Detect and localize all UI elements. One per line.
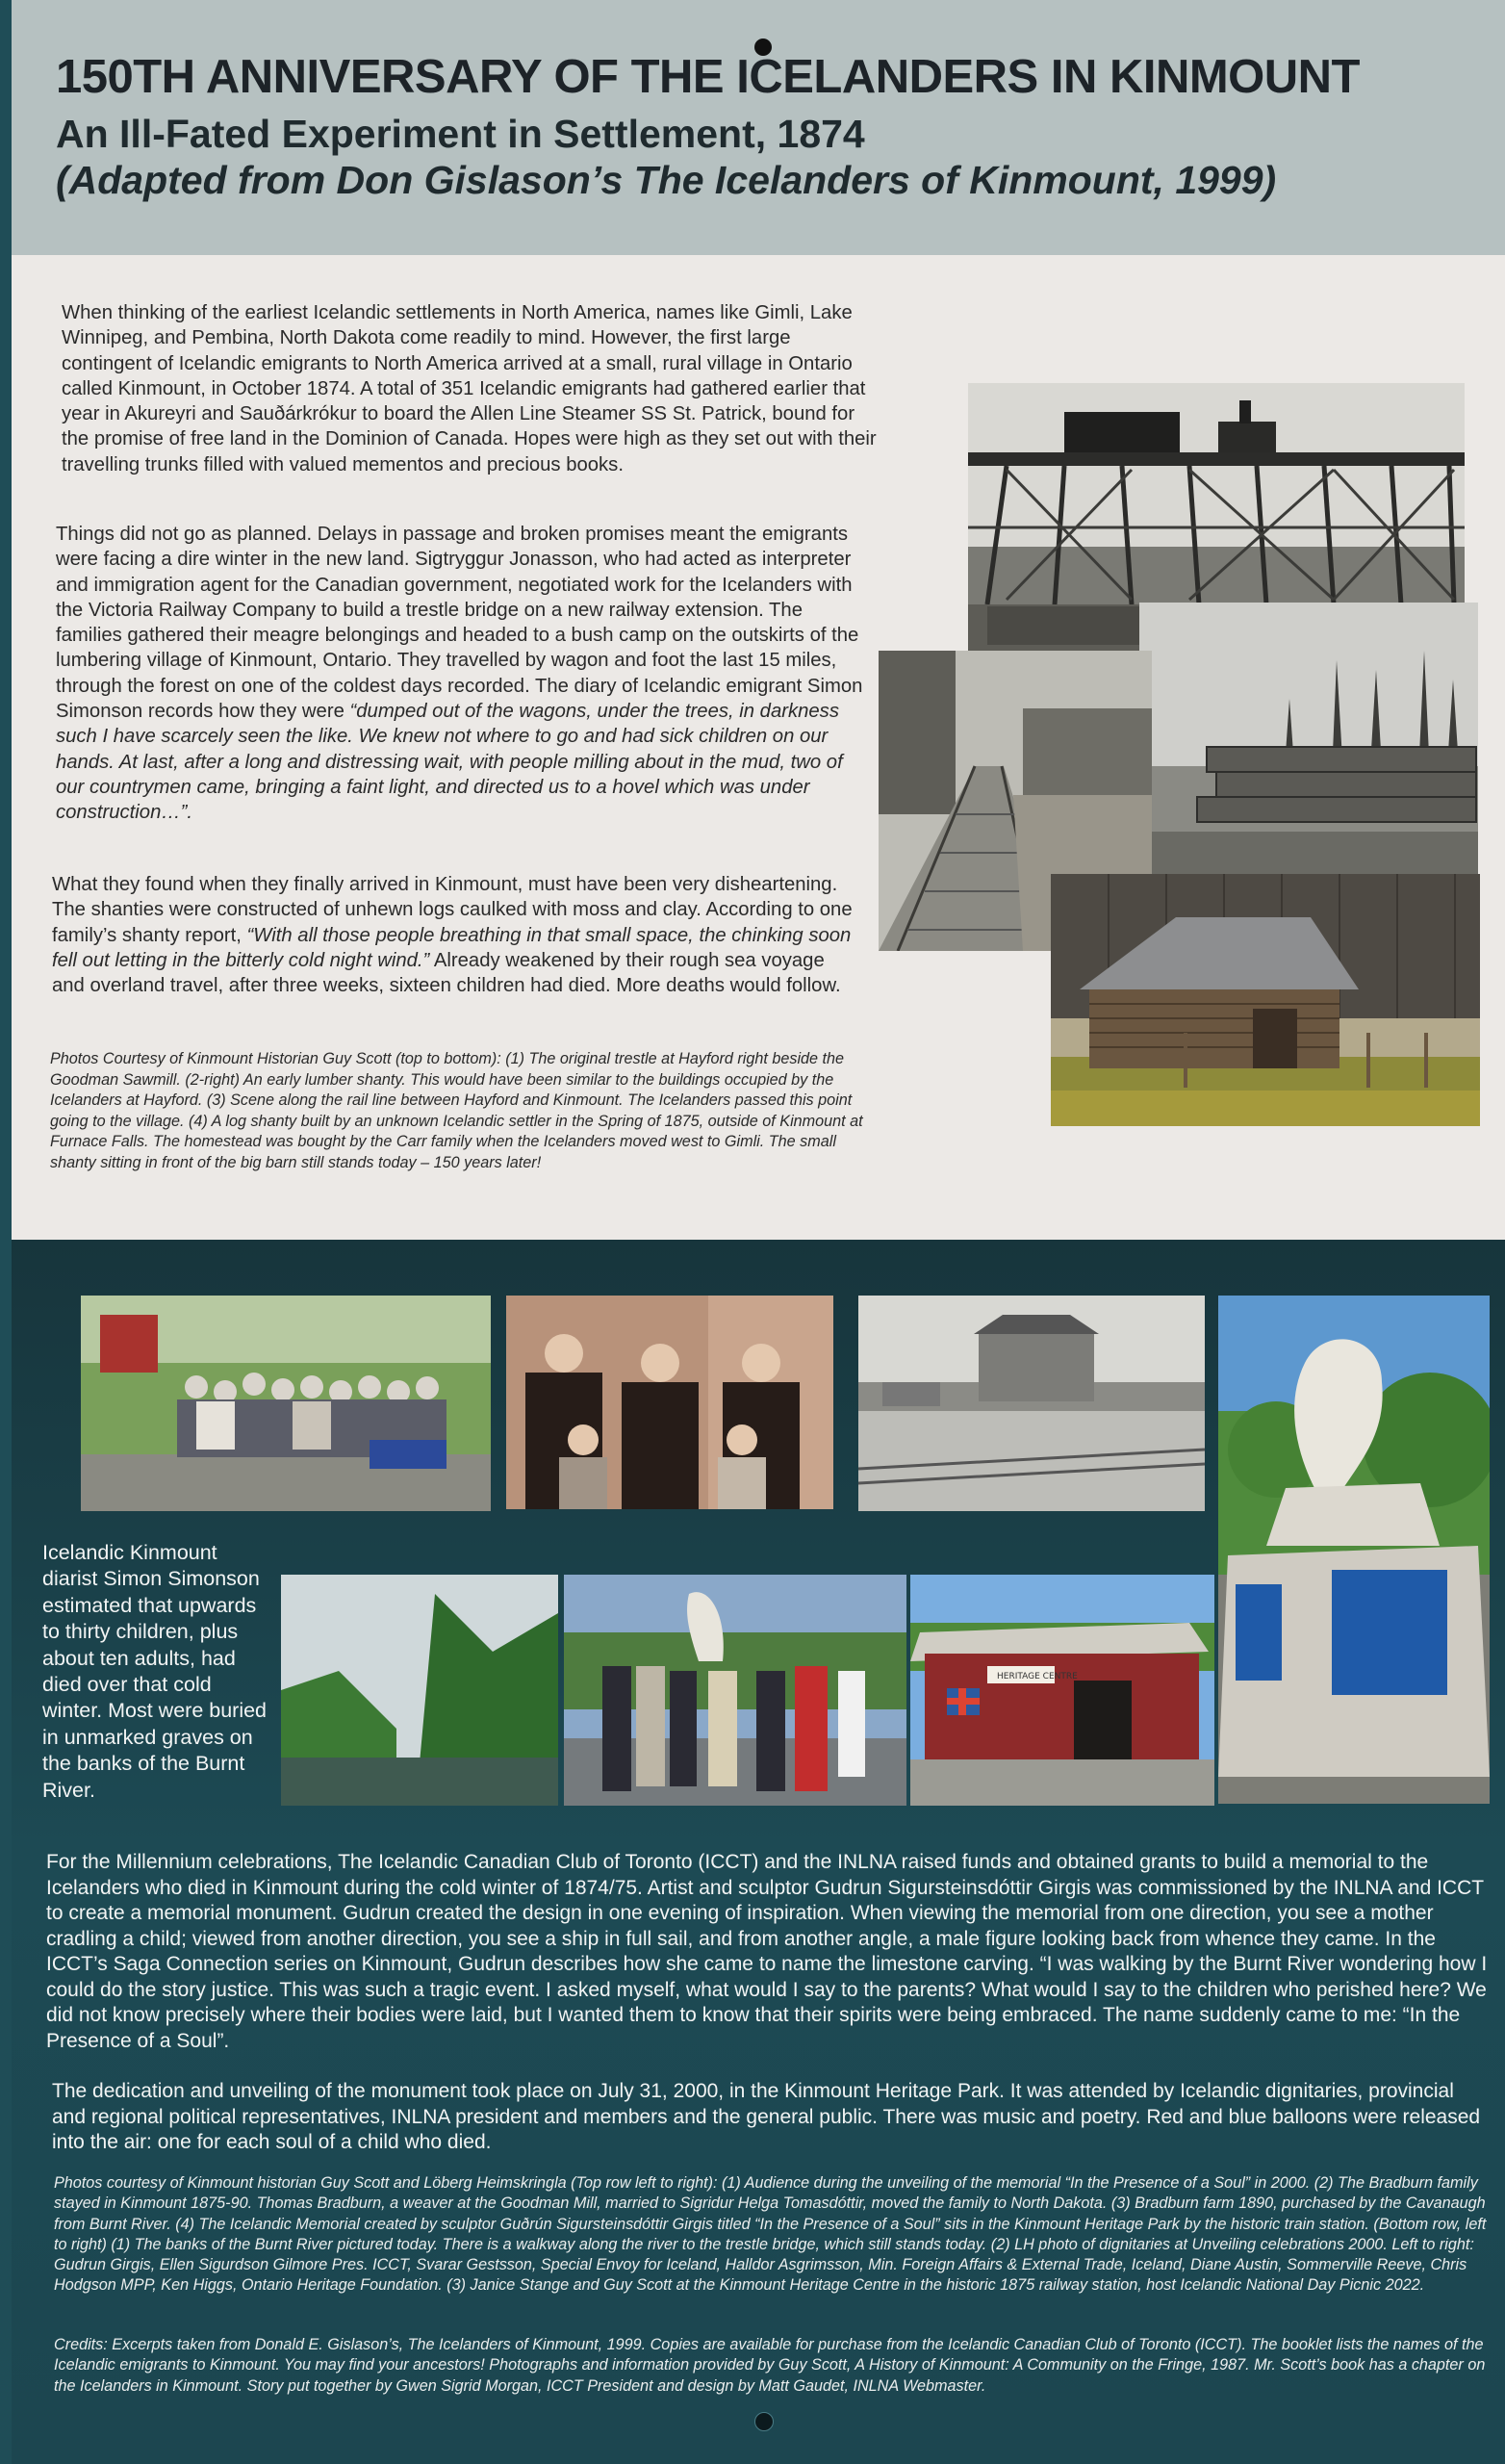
hardship-paragraph <box>56 522 874 826</box>
dedication-paragraph: The dedication and unveiling of the monument took place on July 31, 2000, in the Kinmount Heritage Park. It was attended by Icelandic dignitaries, provincial and regional political representatives, INLNA president and members and the general public. There was music and poetry. Red and blue balloons were released into the air: one for each soul of a child who died. <box>52 2080 1481 2153</box>
burnt-river-photo <box>281 1575 558 1806</box>
millennium-paragraph: For the Millennium celebrations, The Icelandic Canadian Club of Toronto (ICCT) and the INLNA raised funds and obtained grants to build a memorial to the Icelanders who died in Kinmount during the cold winter of 1874/75. Artist and sculptor Gudrun Sigursteinsdóttir Girgis was commissioned by the INLNA and ICCT to create a memorial monument. Gudrun created the design in one evening of inspiration. When viewing the memorial from one direction, you see a mother cradling a child; viewed from another direction, you see a ship in full sail, and from another angle, a male figure looking back from whence they came. In the ICCT’s Saga Connection series on Kinmount, Gudrun describes how she came to name the limestone carving. “I was walking by the Burnt River wondering how I could do the story justice. This was such a tragic event. I asked myself, what would I say to the parents? What would I say to the children who perished here? We did not know precisely where their bodies were laid, but I wanted them to know that their spirits were being embraced. The name suddenly came to me: “In the Presence of a Soul”. <box>46 1851 1488 2052</box>
credits: Credits: Excerpts taken from Donald E. Gislason’s, The Icelanders of Kinmount, 1999. Copies are available for purchase from the Icelandic Canadian Club of Toronto (ICCT). The booklet lists the names of the Icelandic emigrants to Kinmount. You may find your ancestors! Photographs and information provided by Guy Scott, A History of Kinmount: A Community on the Fringe, 1987. Mr. Scott’s book has a chapter on the Icelanders in Kinmount. Story put together by Gwen Sigrid Morgan, ICCT President and design by Matt Gaudet, INLNA Webmaster. <box>54 2336 1486 2395</box>
shanty-text: What they found when they finally arrived in Kinmount, must have been very disheartening. The shanties were constructed of unhewn logs caulked with moss and clay. According to one family’s shanty report, <box>52 874 853 946</box>
top-page <box>12 0 1505 1240</box>
shanty-quote: “With all those people breathing in that small space, the chinking soon fell out letting in the bitterly cold night wind.” <box>52 924 852 971</box>
binding-hole <box>754 2412 774 2431</box>
heritage-centre-photo <box>910 1575 1214 1806</box>
bottom-page <box>12 1240 1505 2464</box>
hardship-text: Things did not go as planned. Delays in passage and broken promises meant the emigrants were facing a dire winter in the new land. Sigtryggur Jonasson, who had acted as interpreter and immigration agent for the Canadian government, negotiated work for the Icelanders with the Victoria Railway Company to build a trestle bridge on a new railway extension. The families gathered their meagre belongings and headed to a bush camp on the outskirts of the lumbering village of Kinmount, Ontario. They travelled by wagon and foot the last 15 miles, through the forest on one of the coldest days recorded. The diary of Icelandic emigrant Simon Simonson records how they were <box>56 524 863 723</box>
audience-unveiling-photo <box>81 1296 491 1511</box>
shanty-paragraph <box>52 872 856 998</box>
header-band <box>12 0 1505 255</box>
diary-quote: “dumped out of the wagons, under the trees, in darkness such I have scarcely seen the like. We knew not where to go and had sick children on our hands. At last, after a long and distressing wait, with people milling about in the mud, two of our countrymen came, bringing a faint light, and directed us to a hovel which was under construction…”. <box>56 701 843 824</box>
page-subtitle: An Ill-Fated Experiment in Settlement, 1874 <box>56 112 865 156</box>
bradburn-family-photo <box>506 1296 833 1509</box>
shanty-tail: Already weakened by their rough sea voyage and overland travel, after three weeks, sixteen children had died. More deaths would follow. <box>52 949 841 997</box>
lumber-shanty-photo <box>1139 603 1478 882</box>
log-shanty-photo <box>1051 874 1480 1126</box>
adapted-from: (Adapted from Don Gislason’s The Icelanders of Kinmount, 1999) <box>56 158 1277 202</box>
top-photo-caption: Photos Courtesy of Kinmount Historian Guy Scott (top to bottom): (1) The original trestle at Hayford right beside the Goodman Sawmill. (2-right) An early lumber shanty. This would have been similar to the buildings occupied by the Icelanders at Hayford. (3) Scene along the rail line between Hayford and Kinmount. The Icelanders passed this point going to the village. (4) A log shanty built by an unknown Icelandic settler in the Spring of 1875, outside of Kinmount at Furnace Falls. The homestead was bought by the Carr family when the Icelanders moved west to Gimli. The small shanty sitting in front of the big barn still stands today – 150 years later! <box>50 1050 863 1171</box>
svg-text:HERITAGE CENTRE: HERITAGE CENTRE <box>997 1672 1078 1681</box>
dignitaries-photo <box>564 1575 906 1806</box>
icelandic-memorial-photo <box>1218 1296 1490 1804</box>
diarist-side-text: Icelandic Kinmount diarist Simon Simonson estimated that upwards to thirty children, plus about ten adults, had died over that cold winter. Most were buried in unmarked graves on the banks of the Burnt River. <box>42 1541 268 1802</box>
bradburn-farm-photo <box>858 1296 1205 1511</box>
bottom-photo-caption: Photos courtesy of Kinmount historian Guy Scott and Löberg Heimskringla (Top row left to right): (1) Audience during the unveiling of the memorial “In the Presence of a Soul” in 2000. (2) The Bradburn family stayed in Kinmount 1875-90. Thomas Bradburn, a weaver at the Goodman Mill, married to Sigridur Helga Tomasdóttir, moved the family to North Dakota. (3) Bradburn farm 1890, purchased by the Cavanaugh from Burnt River. (4) The Icelandic Memorial created by sculptor Guðrún Sigursteinsdóttir Girgis titled “In the Presence of a Soul” sits in the Kinmount Heritage Park by the historic train station. (Bottom row, left to right) (1) The banks of the Burnt River pictured today. There is a walkway along the river to the trestle bridge, which still stands today. (2) LH photo of dignitaries at Unveiling celebrations 2000. Left to right: Gudrun Girgis, Ellen Sigurdson Gilmore Pres. ICCT, Svarar Gestsson, Special Envoy for Iceland, Halldor Asgrimsson, Min. Foreign Affairs & External Trade, Iceland, Diane Austin, Sommerville Reeve, Chris Hodgson MPP, Ken Higgs, Ontario Heritage Foundation. (3) Janice Stange and Guy Scott at the Kinmount Heritage Centre in the historic 1875 railway station, host Icelandic National Day Picnic 2022. <box>54 2174 1487 2295</box>
page-title: 150TH ANNIVERSARY OF THE ICELANDERS IN KINMOUNT <box>56 51 1360 103</box>
intro-paragraph: When thinking of the earliest Icelandic settlements in North America, names like Gimli, Lake Winnipeg, and Pembina, North Dakota come readily to mind. However, the first large contingent of Icelandic emigrants to North America arrived at a small, rural village in Ontario called Kinmount, in October 1874. A total of 351 Icelandic emigrants had gathered earlier that year in Akureyri and Sauðárkrókur to board the Allen Line Steamer SS St. Patrick, bound for the promise of free land in the Dominion of Canada. Hopes were high as they set out with their travelling trunks filled with valued mementos and precious books. <box>62 302 877 475</box>
